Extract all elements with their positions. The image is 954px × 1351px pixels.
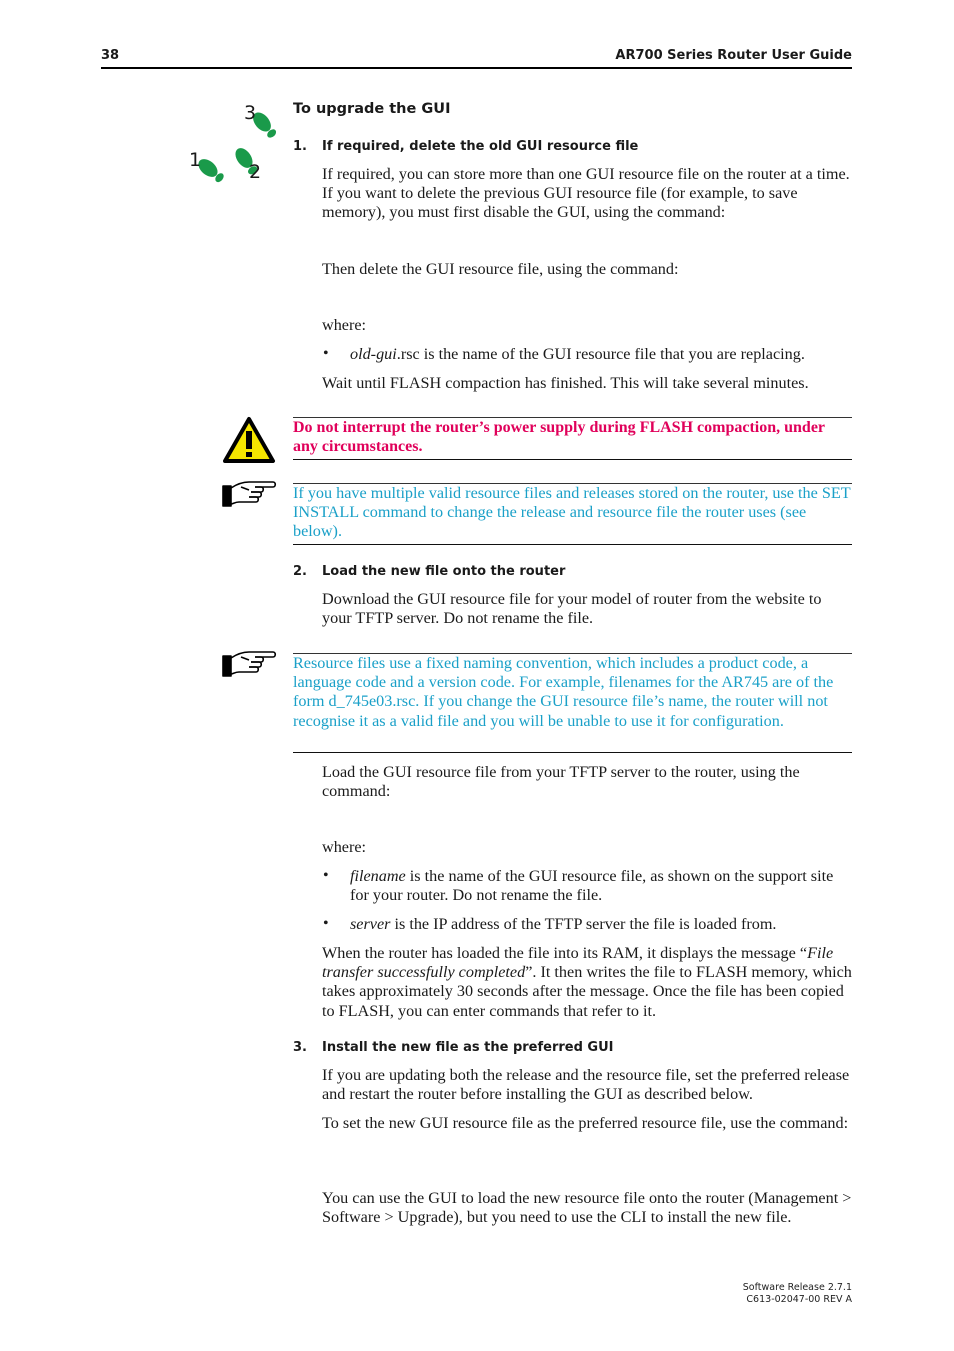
warning-box [293,417,852,460]
bullet-rest: is the IP address of the TFTP server the file is loaded from. [390,915,777,933]
step-3-para-1: If you are updating both the release and the resource file, set the preferred release and restart the router before installing the GUI as described below. [322,1066,850,1104]
step-1-where: where: [322,316,367,334]
pointing-hand-icon [221,648,277,678]
step-1-number: 1. [293,139,307,154]
step-3-number: 3. [293,1040,307,1055]
bullet-marker: • [323,345,329,362]
bullet-italic-term: old-gui [350,345,397,363]
bullet-italic-term: filename [350,867,406,885]
step-1-bullet-1 [350,345,852,364]
pointing-hand-icon [221,478,277,508]
bullet-rest: .rsc is the name of the GUI resource file that you are replacing. [396,345,805,363]
bullet-italic-term: server [350,915,391,933]
note-1-text: If you have multiple valid resource files and releases stored on the router, use the SET INSTALL command to change the release and resource file the router uses (see below). [293,484,851,541]
footstep-label-2: 2 [249,161,262,183]
step-2-bullet-1 [350,867,852,905]
warning-text: Do not interrupt the router’s power supply during FLASH compaction, under any circumstances. [293,419,825,456]
step-1-para-3: Wait until FLASH compaction has finished. This will take several minutes. [322,374,809,392]
footstep-label-1: 1 [189,149,202,171]
step-1-heading: If required, delete the old GUI resource file [322,139,639,154]
footstep-label-3: 3 [244,102,257,124]
step-1-para-1: If required, you can store more than one GUI resource file on the router at a time. If you want to delete the previous GUI resource file (for example, to save memory), you must first disable the GUI, using the command: [322,165,850,222]
step-2-para-2: Load the GUI resource file from your TFTP server to the router, using the command: [322,763,800,801]
footsteps-icon [186,102,278,186]
warning-triangle-icon [222,416,276,464]
guide-title: AR700 Series Router User Guide [615,48,852,63]
note-2-text: Resource files use a fixed naming convention, which includes a product code, a language code and a version code. For example, filenames for the AR745 are of the form d_745e03.rsc. If you change the GUI resource file’s name, the router will not recognise it as a valid file and you will be unable to use it for configuration. [293,654,834,730]
footer-doc-code: C613-02047-00 REV A [746,1294,852,1305]
note-2-box [293,653,852,753]
bullet-marker: • [323,867,329,884]
step-3-para-2: To set the new GUI resource file as the preferred resource file, use the command: [322,1114,849,1132]
step-2-where: where: [322,838,367,856]
bullet-rest: is the name of the GUI resource file, as shown on the support site for your router. Do not rename the file. [350,867,834,905]
step-3-para-3: You can use the GUI to load the new resource file onto the router (Management > Software > Upgrade), but you need to use the CLI to install the new file. [322,1189,852,1227]
page-number: 38 [101,48,120,63]
footer-release: Software Release 2.7.1 [742,1282,852,1293]
step-2-para-3 [322,944,852,1021]
step-2-bullet-2 [350,915,852,934]
step-2-number: 2. [293,564,307,579]
note-1-box [293,483,852,545]
bullet-marker: • [323,915,329,932]
step-2-para-1: Download the GUI resource file for your model of router from the website to your TFTP server. Do not rename the file. [322,590,822,628]
message-italic: File transfer successfully completed [322,944,834,982]
step-2-heading: Load the new file onto the router [322,564,566,579]
step-3-heading: Install the new file as the preferred GUI [322,1040,614,1055]
para-text: ”. It then writes the file to FLASH memory, which takes approximately 30 seconds after the message. Once the file has been copied to FLASH, you can enter commands that refer to it. [322,963,852,1020]
step-1-para-2: Then delete the GUI resource file, using the command: [322,260,679,278]
header-rule [101,67,852,69]
procedure-title: To upgrade the GUI [293,101,451,117]
para-text: When the router has loaded the file into its RAM, it displays the message “ [322,944,808,962]
